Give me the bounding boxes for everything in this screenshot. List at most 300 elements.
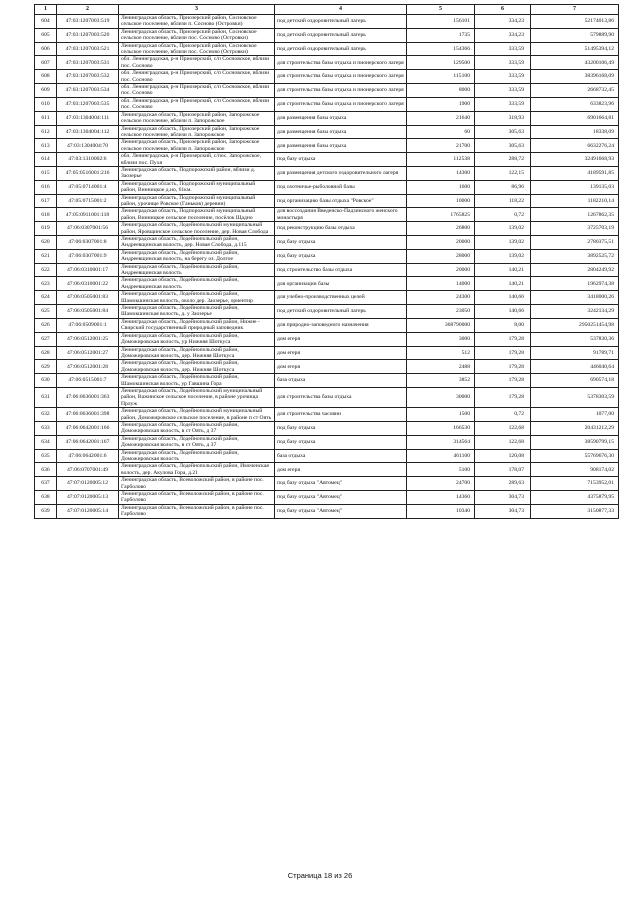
cadastral-value-cell: 38590799,15	[531, 435, 619, 449]
specific-value-cell: 334,23	[475, 28, 531, 42]
specific-value-cell: 122,68	[475, 435, 531, 449]
area-cell: 28000	[407, 249, 475, 263]
row-number-cell: 607	[35, 56, 57, 70]
permitted-use-cell: для строительства базы отдыха	[275, 387, 407, 407]
cadastral-number-cell: 47:06:0509001:1	[57, 318, 119, 332]
cadastral-value-cell: 38396168,09	[531, 70, 619, 84]
specific-value-cell: 318,93	[475, 111, 531, 125]
address-cell: Ленинградская область, Лодейнопольский район, Андреевщинская волость, дер. Новая Слобода, д.115	[119, 236, 275, 250]
cadastral-number-cell: 47:06:0505001:83	[57, 291, 119, 305]
area-cell: 21640	[407, 111, 475, 125]
specific-value-cell: 179,28	[475, 374, 531, 388]
permitted-use-cell: база отдыха	[275, 449, 407, 463]
cadastral-value-cell: 3725703,19	[531, 222, 619, 236]
cadastral-number-cell: 47:06:0515001:7	[57, 374, 119, 388]
table-row	[35, 305, 619, 319]
table-row	[35, 208, 619, 222]
area-cell: 8000	[407, 84, 475, 98]
area-cell: 26800	[407, 222, 475, 236]
area-cell: 112538	[407, 153, 475, 167]
cadastral-value-cell: 3418000,26	[531, 291, 619, 305]
address-cell: Ленинградская область, Приозерский район, Сосновское сельское поселение, вблизи пос. Сосново (Островки)	[119, 28, 275, 42]
permitted-use-cell: для размещения базы отдыха	[275, 139, 407, 153]
cadastral-value-cell: 908174,02	[531, 463, 619, 477]
cadastral-number-cell: 47:06:0642001:166	[57, 421, 119, 435]
area-cell: 3000	[407, 332, 475, 346]
specific-value-cell: 333,59	[475, 70, 531, 84]
area-cell: 23050	[407, 305, 475, 319]
cadastral-number-cell: 47:06:0505001:84	[57, 305, 119, 319]
row-number-cell: 609	[35, 84, 57, 98]
permitted-use-cell: под базу отдыха	[275, 153, 407, 167]
row-number-cell: 634	[35, 435, 57, 449]
area-cell: 14300	[407, 166, 475, 180]
cadastral-value-cell: 633823,96	[531, 97, 619, 111]
table-row	[35, 15, 619, 29]
cadastral-number-cell: 47:03:1304004:112	[57, 125, 119, 139]
row-number-cell: 639	[35, 504, 57, 518]
cadastral-value-cell: 5378303,59	[531, 387, 619, 407]
table-row	[35, 491, 619, 505]
address-cell: Ленинградская область, Подпорожский муниципальный район, Винницкое сельское поселение, посёлок Щадно	[119, 208, 275, 222]
cadastral-number-cell: 47:05:0715001:2	[57, 194, 119, 208]
permitted-use-cell: для строительства базы отдыха и пионерского лагеря	[275, 56, 407, 70]
document-sheet	[34, 4, 618, 519]
specific-value-cell: 289,63	[475, 477, 531, 491]
row-number-cell: 632	[35, 408, 57, 422]
row-number-cell: 638	[35, 491, 57, 505]
cadastral-value-cell: 20431212,29	[531, 421, 619, 435]
row-number-cell: 623	[35, 277, 57, 291]
permitted-use-cell: под детский оздоровительный лагерь	[275, 15, 407, 29]
specific-value-cell: 288,72	[475, 153, 531, 167]
area-cell: 512	[407, 346, 475, 360]
address-cell: Ленинградская область, Лодейнопольский муниципальный район, Важинское сельское поселение, в районе урочища Прлуж	[119, 387, 275, 407]
address-cell: Ленинградская область, Лодейнопольский район, Шамокшинская волость, д. у Заозерье	[119, 305, 275, 319]
table-row	[35, 222, 619, 236]
row-number-cell: 631	[35, 387, 57, 407]
specific-value-cell: 334,23	[475, 15, 531, 29]
table-row	[35, 277, 619, 291]
cadastral-value-cell: 43200106,49	[531, 56, 619, 70]
row-number-cell: 619	[35, 222, 57, 236]
cadastral-number-cell: 47:05:0911001:118	[57, 208, 119, 222]
cadastral-value-cell: 32491668,93	[531, 153, 619, 167]
table-row	[35, 70, 619, 84]
area-cell: 5100	[407, 463, 475, 477]
permitted-use-cell: под реконструкцию базы отдыха	[275, 222, 407, 236]
address-cell: обл. Ленинградская, р-н Приозерский, с/п Сосновское, вблизи пос. Сосново	[119, 70, 275, 84]
area-cell: 24300	[407, 291, 475, 305]
area-cell: 1735	[407, 28, 475, 42]
specific-value-cell: 118,22	[475, 194, 531, 208]
address-cell: Ленинградская область, Приозерский район, Сосновское сельское поселение, вблизи п. Сосново (Островки)	[119, 15, 275, 29]
specific-value-cell: 140,21	[475, 277, 531, 291]
column-header: 6	[475, 5, 531, 15]
specific-value-cell: 179,28	[475, 360, 531, 374]
specific-value-cell: 304,73	[475, 491, 531, 505]
permitted-use-cell: для учебно-производственных целей	[275, 291, 407, 305]
cadastral-number-cell: 47:07:0120005:13	[57, 491, 119, 505]
specific-value-cell: 140,66	[475, 305, 531, 319]
row-number-cell: 628	[35, 346, 57, 360]
row-number-cell: 616	[35, 180, 57, 194]
specific-value-cell: 333,59	[475, 97, 531, 111]
specific-value-cell: 139,02	[475, 222, 531, 236]
column-header: 3	[119, 5, 275, 15]
cadastral-value-cell: 7153952,01	[531, 477, 619, 491]
cadastral-value-cell: 2804249,92	[531, 263, 619, 277]
table-row	[35, 111, 619, 125]
cadastral-value-cell: 139135,03	[531, 180, 619, 194]
cadastral-value-cell: 537830,36	[531, 332, 619, 346]
address-cell: Ленинградская область, Лодейнопольский район, Доможировская волость, дер. Нижняя Шоткуса	[119, 360, 275, 374]
column-header: 2	[57, 5, 119, 15]
cadastral-value-cell: 2668732,45	[531, 84, 619, 98]
table-row	[35, 180, 619, 194]
table-row	[35, 263, 619, 277]
cadastral-number-cell: 47:06:0636001:398	[57, 408, 119, 422]
table-row	[35, 139, 619, 153]
address-cell: Ленинградская область, Всеволожский район, в районе пос. Гарболово	[119, 491, 275, 505]
cadastral-number-cell: 47:03:1310002:6	[57, 153, 119, 167]
area-cell: 21700	[407, 139, 475, 153]
cadastral-number-cell: 47:03:1207003:519	[57, 15, 119, 29]
specific-value-cell: 140,21	[475, 263, 531, 277]
row-number-cell: 618	[35, 208, 57, 222]
cadastral-value-cell: 3242134,29	[531, 305, 619, 319]
specific-value-cell: 140,66	[475, 291, 531, 305]
permitted-use-cell: под организацию базы отдыха "Ровское"	[275, 194, 407, 208]
cadastral-number-cell: 47:06:0307001:8	[57, 236, 119, 250]
address-cell: Ленинградская область, Лодейнопольский район, Доможировская волость, дер. Нижняя Шоткуса	[119, 346, 275, 360]
table-row	[35, 477, 619, 491]
address-cell: Ленинградская область, Лодейнопольский район, Андреевщинская волость, на берегу оз. Долгое	[119, 249, 275, 263]
area-cell: 2488	[407, 360, 475, 374]
row-number-cell: 622	[35, 263, 57, 277]
cadastral-number-cell: 47:03:1207003:535	[57, 97, 119, 111]
table-row	[35, 28, 619, 42]
specific-value-cell: 120,08	[475, 449, 531, 463]
cadastral-value-cell: 51495394,12	[531, 42, 619, 56]
specific-value-cell: 179,28	[475, 387, 531, 407]
page-number: Страница 18 из 26	[287, 871, 353, 880]
specific-value-cell: 333,59	[475, 84, 531, 98]
cadastral-number-cell: 47:03:1207003:521	[57, 42, 119, 56]
cadastral-value-cell: 1962974,38	[531, 277, 619, 291]
table-row	[35, 236, 619, 250]
specific-value-cell: 122,68	[475, 421, 531, 435]
area-cell: 24700	[407, 477, 475, 491]
row-number-cell: 627	[35, 332, 57, 346]
row-number-cell: 613	[35, 139, 57, 153]
table-row	[35, 360, 619, 374]
area-cell: 20000	[407, 236, 475, 250]
cadastral-value-cell: 1182210,14	[531, 194, 619, 208]
column-header: 4	[275, 5, 407, 15]
permitted-use-cell: дом егеря	[275, 360, 407, 374]
specific-value-cell: 179,28	[475, 346, 531, 360]
specific-value-cell: 333,59	[475, 56, 531, 70]
table-row	[35, 408, 619, 422]
table-row	[35, 449, 619, 463]
row-number-cell: 624	[35, 291, 57, 305]
permitted-use-cell: для природно-заповедного назначения	[275, 318, 407, 332]
row-number-cell: 629	[35, 360, 57, 374]
permitted-use-cell: для организации базы	[275, 277, 407, 291]
cadastral-number-cell: 47:06:0310001:22	[57, 277, 119, 291]
permitted-use-cell: под базу отдыха "Автомец"	[275, 477, 407, 491]
area-cell: 20000	[407, 263, 475, 277]
table-row	[35, 42, 619, 56]
cadastral-number-cell: 47:05:0714001:4	[57, 180, 119, 194]
cadastral-number-cell: 47:03:1207003:534	[57, 84, 119, 98]
table-row	[35, 166, 619, 180]
cadastral-value-cell: 6632276,24	[531, 139, 619, 153]
permitted-use-cell: под базу отдыха "Автомец"	[275, 491, 407, 505]
permitted-use-cell: для строительства базы отдыха и пионерского лагеря	[275, 97, 407, 111]
permitted-use-cell: для воссоздания Введенско-Падзинского женского монастыря	[275, 208, 407, 222]
cadastral-number-cell: 47:07:0120005:12	[57, 477, 119, 491]
row-number-cell: 605	[35, 28, 57, 42]
specific-value-cell: 0,72	[475, 408, 531, 422]
address-cell: Ленинградская область, Лодейнопольский район, Доможировская волость	[119, 449, 275, 463]
cadastral-value-cell: 690574,18	[531, 374, 619, 388]
area-cell: 10340	[407, 504, 475, 518]
specific-value-cell: 333,59	[475, 42, 531, 56]
table-row	[35, 318, 619, 332]
cadastral-number-cell: 47:07:0120005:14	[57, 504, 119, 518]
permitted-use-cell: для размещения базы отдыха	[275, 111, 407, 125]
row-number-cell: 637	[35, 477, 57, 491]
area-cell: 156101	[407, 15, 475, 29]
area-cell: 166530	[407, 421, 475, 435]
address-cell: Ленинградская область, Лодейнопольский район, Доможировская волость, ур Нижняя Шоткуса	[119, 332, 275, 346]
table-row	[35, 56, 619, 70]
table-row	[35, 125, 619, 139]
area-cell: 1600	[407, 180, 475, 194]
table-row	[35, 346, 619, 360]
row-number-cell: 615	[35, 166, 57, 180]
area-cell: 314564	[407, 435, 475, 449]
cadastral-value-cell: 6901664,81	[531, 111, 619, 125]
address-cell: Ленинградская область, Лодейнопольский район, Шамокшинская волость, ур Гавшина Гора	[119, 374, 275, 388]
permitted-use-cell: под базу отдыха "Автомец"	[275, 504, 407, 518]
cadastral-value-cell: 2950251454,98	[531, 318, 619, 332]
cadastral-number-cell: 47:06:0642001:167	[57, 435, 119, 449]
row-number-cell: 635	[35, 449, 57, 463]
permitted-use-cell: для размещения детского оздоровительного лагеря	[275, 166, 407, 180]
cadastral-number-cell: 47:06:0307001:56	[57, 222, 119, 236]
cadastral-number-cell: 47:06:0512001:25	[57, 332, 119, 346]
area-cell: 1765825	[407, 208, 475, 222]
address-cell: Ленинградская область, Лодейнопольский район, Доможировская волость, в ст Оять, д 37	[119, 435, 275, 449]
address-cell: Ленинградская область, Подпорожский муниципальный район, урочище Ровское (Ганьков) деревни)	[119, 194, 275, 208]
row-number-cell: 633	[35, 421, 57, 435]
row-number-cell: 617	[35, 194, 57, 208]
cadastral-number-cell: 47:03:1207003:531	[57, 56, 119, 70]
table-row	[35, 249, 619, 263]
address-cell: Ленинградская область, Лодейнопольский муниципальный район, Яровщинское сельское поселение, дер. Новая Слобода	[119, 222, 275, 236]
row-number-cell: 626	[35, 318, 57, 332]
permitted-use-cell: под базу отдыха	[275, 421, 407, 435]
row-number-cell: 625	[35, 305, 57, 319]
cadastral-number-cell: 47:06:0310001:17	[57, 263, 119, 277]
specific-value-cell: 8,00	[475, 318, 531, 332]
specific-value-cell: 0,72	[475, 208, 531, 222]
row-number-cell: 614	[35, 153, 57, 167]
row-number-cell: 606	[35, 42, 57, 56]
address-cell: Ленинградская область, Всеволожский район, в районе пос. Гарболово	[119, 477, 275, 491]
address-cell: Ленинградская область, Подпорожский район, вблизи д. Заозерье	[119, 166, 275, 180]
row-number-cell: 621	[35, 249, 57, 263]
table-row	[35, 153, 619, 167]
permitted-use-cell: под базу отдыха	[275, 236, 407, 250]
specific-value-cell: 305,63	[475, 125, 531, 139]
area-cell: 368790000	[407, 318, 475, 332]
address-cell: обл. Ленинградская, р-н Приозерский, с/п Сосновское, вблизи пос. Сосново	[119, 84, 275, 98]
cadastral-number-cell: 47:06:0642001:6	[57, 449, 119, 463]
cadastral-number-cell: 47:03:1304004:111	[57, 111, 119, 125]
specific-value-cell: 304,73	[475, 504, 531, 518]
cadastral-number-cell: 47:03:1207003:520	[57, 28, 119, 42]
row-number-cell: 612	[35, 125, 57, 139]
specific-value-cell: 122,15	[475, 166, 531, 180]
permitted-use-cell: под детский оздоровительный лагерь	[275, 28, 407, 42]
table-row	[35, 387, 619, 407]
cadastral-number-cell: 47:06:0512001:27	[57, 346, 119, 360]
row-number-cell: 630	[35, 374, 57, 388]
cadastral-value-cell: 18338,09	[531, 125, 619, 139]
area-cell: 30000	[407, 387, 475, 407]
area-cell: 60	[407, 125, 475, 139]
address-cell: Ленинградская область, Приозерский район, Запорожское сельское поселение, вблизи п. Запорожское	[119, 125, 275, 139]
cadastral-number-cell: 47:06:0636001:363	[57, 387, 119, 407]
cadastral-number-cell: 47:06:0307001:9	[57, 249, 119, 263]
cadastral-value-cell: 4375879,95	[531, 491, 619, 505]
cadastral-value-cell: 579889,90	[531, 28, 619, 42]
area-cell: 1900	[407, 97, 475, 111]
cadastral-number-cell: 47:03:1207003:532	[57, 70, 119, 84]
cadastral-value-cell: 4189591,85	[531, 166, 619, 180]
address-cell: Ленинградская область, Подпорожский муниципальный район, Винницкое д.ио, 61км.	[119, 180, 275, 194]
area-cell: 461100	[407, 449, 475, 463]
column-header: 7	[531, 5, 619, 15]
row-number-cell: 608	[35, 70, 57, 84]
column-header: 5	[407, 5, 475, 15]
permitted-use-cell: для строительства базы отдыха и пионерского лагеря	[275, 70, 407, 84]
cadastral-number-cell: 47:06:0707001:49	[57, 463, 119, 477]
cadastral-value-cell: 3150877,33	[531, 504, 619, 518]
specific-value-cell: 139,02	[475, 236, 531, 250]
row-number-cell: 610	[35, 97, 57, 111]
table-row	[35, 97, 619, 111]
specific-value-cell: 178,07	[475, 463, 531, 477]
address-cell: обл. Ленинградская, р-н Приозерский, с/п Сосновское, вблизи пос. Сосново	[119, 56, 275, 70]
specific-value-cell: 86,96	[475, 180, 531, 194]
area-cell: 14000	[407, 277, 475, 291]
permitted-use-cell: дом егеря	[275, 332, 407, 346]
address-cell: Ленинградская область, Лодейнопольский район, Андреевщинская волость	[119, 277, 275, 291]
address-cell: Ленинградская область, Приозерский район, Сосновское сельское поселение, вблизи пос. Сосново (Островки)	[119, 42, 275, 56]
cadastral-value-cell: 446040,64	[531, 360, 619, 374]
specific-value-cell: 139,02	[475, 249, 531, 263]
cadastral-value-cell: 1077,00	[531, 408, 619, 422]
area-cell: 10000	[407, 194, 475, 208]
permitted-use-cell: под базу отдыха	[275, 249, 407, 263]
cadastral-number-cell: 47:06:0512001:28	[57, 360, 119, 374]
permitted-use-cell: под охотничье-рыболовной базы	[275, 180, 407, 194]
row-number-cell: 604	[35, 15, 57, 29]
address-cell: Ленинградская область, Лодейнопольский район, Доможировская волость, в ст Оять, д 37	[119, 421, 275, 435]
address-cell: обл. Ленинградская, р-н Приозерский, с/п Сосновское, вблизи пос. Сосново	[119, 97, 275, 111]
address-cell: Ленинградская область, Всеволожский район, в районе пос. Гарболово	[119, 504, 275, 518]
permitted-use-cell: для размещения базы отдыха	[275, 125, 407, 139]
table-row	[35, 194, 619, 208]
cadastral-number-cell: 47:03:1304004:70	[57, 139, 119, 153]
cadastral-value-cell: 2780375,51	[531, 236, 619, 250]
permitted-use-cell: дом егеря	[275, 463, 407, 477]
area-cell: 115100	[407, 70, 475, 84]
specific-value-cell: 179,28	[475, 332, 531, 346]
table-row	[35, 84, 619, 98]
area-cell: 1500	[407, 408, 475, 422]
permitted-use-cell: для строительства базы отдыха и пионерского лагеря	[275, 84, 407, 98]
address-cell: обл. Ленинградская, р-н Приозерский, с/пос. Запорожское, вблизи пос. Пухя	[119, 153, 275, 167]
cadastral-value-cell: 91789,71	[531, 346, 619, 360]
area-cell: 14360	[407, 491, 475, 505]
area-cell: 129500	[407, 56, 475, 70]
permitted-use-cell: под детский оздоровительный лагерь	[275, 305, 407, 319]
area-cell: 3852	[407, 374, 475, 388]
cadastral-number-cell: 47:05:0516001:216	[57, 166, 119, 180]
table-row	[35, 421, 619, 435]
address-cell: Ленинградская область, Приозерский район, Запорожское сельское поселение, вблизи п. Запорожское	[119, 139, 275, 153]
row-number-cell: 636	[35, 463, 57, 477]
address-cell: Ленинградская область, Лодейнопольский район, Андреевщинская волость	[119, 263, 275, 277]
table-row	[35, 291, 619, 305]
permitted-use-cell: под детский оздоровительный лагерь	[275, 42, 407, 56]
table-row	[35, 435, 619, 449]
table-row	[35, 463, 619, 477]
address-cell: Ленинградская область, Лодейнопольский муниципальный район, Доможировское сельское поселение, в районе п ст Оять	[119, 408, 275, 422]
permitted-use-cell: для строительства часовни	[275, 408, 407, 422]
row-number-cell: 611	[35, 111, 57, 125]
table-header-row	[35, 5, 619, 15]
permitted-use-cell: под строительство базы отдыха	[275, 263, 407, 277]
area-cell: 154366	[407, 42, 475, 56]
table-row	[35, 374, 619, 388]
address-cell: Ленинградская область, Лодейнопольский район, Нижне - Свирский государственный природный заповедник	[119, 318, 275, 332]
cadastral-value-cell: 55769676,30	[531, 449, 619, 463]
table-row	[35, 332, 619, 346]
row-number-cell: 620	[35, 236, 57, 250]
specific-value-cell: 305,63	[475, 139, 531, 153]
cadastral-value-cell: 1267862,35	[531, 208, 619, 222]
address-cell: Ленинградская область, Лодейнопольский район, Имоченская волость, дер. Акулова Гора, д.21	[119, 463, 275, 477]
permitted-use-cell: база отдыха	[275, 374, 407, 388]
column-header: 1	[35, 5, 57, 15]
address-cell: Ленинградская область, Лодейнопольский район, Шамокшинская волость, около дер. Заозерье, ориентир	[119, 291, 275, 305]
table-body	[35, 15, 619, 519]
cadastral-value-cell: 52174013,86	[531, 15, 619, 29]
permitted-use-cell: под базу отдыха	[275, 435, 407, 449]
permitted-use-cell: дом егеря	[275, 346, 407, 360]
address-cell: Ленинградская область, Приозерский район, Запорожское сельское поселение, вблизи п. Запорожское	[119, 111, 275, 125]
table-row	[35, 504, 619, 518]
cadastral-value-cell: 3892525,72	[531, 249, 619, 263]
land-plots-table	[34, 4, 619, 519]
